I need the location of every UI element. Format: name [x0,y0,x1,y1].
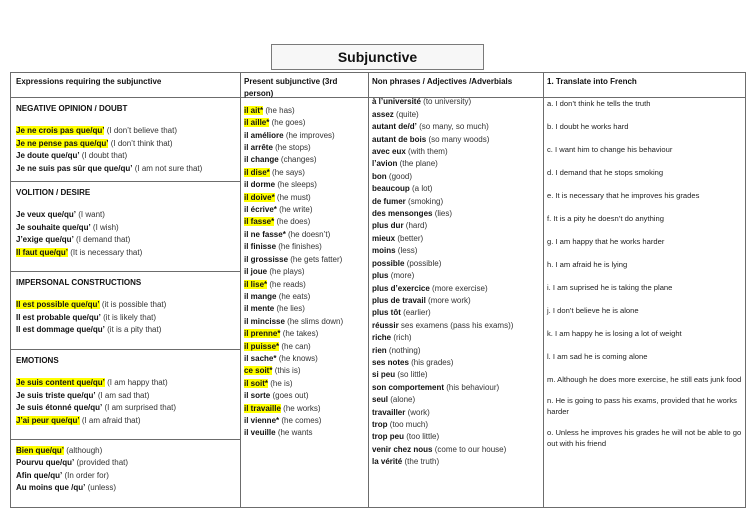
vocab-french: plus d’exercice [372,283,430,293]
vocab-english: (his behaviour) [446,382,500,392]
vocab-english: (more work) [428,295,471,305]
verb-french: il veuille [244,428,276,438]
verb-row [244,167,367,179]
verb-row [244,279,367,291]
section-divider [11,271,240,272]
expression-row [16,125,242,137]
vocab-row [372,369,540,381]
verb-english: (goes out) [272,391,309,401]
vocab-english: (quite) [396,109,419,119]
expression-english: (it is likely that) [103,312,157,322]
expression-row [16,415,242,427]
expression-french: Bien que/qu’ [16,446,64,455]
expression-row [16,324,242,336]
verb-french: il mente [244,304,275,314]
vocab-english: (good) [388,171,413,181]
vocab-english: (smoking) [408,196,444,206]
verb-english: (he is) [270,378,293,388]
spacer [16,367,242,377]
expression-french: Afin que/qu’ [16,470,63,480]
vocab-row [372,258,540,270]
vocab-row [372,208,540,220]
section-heading: IMPERSONAL CONSTRUCTIONS [16,278,142,287]
vocab-french: plus [372,271,389,281]
expression-english: (I am surprised that) [104,403,177,413]
vocab-french: ses notes [372,357,409,367]
verb-french: il mange [244,291,277,301]
vocab-french: réussir [372,320,399,330]
vocab-english: (hard) [405,221,428,231]
verb-row [244,117,367,129]
vocab-row [372,158,540,170]
verb-row [244,328,367,340]
vocab-english: (the plane) [399,159,438,169]
expression-french: Pourvu que/qu’ [16,458,75,468]
vocab-french: travailler [372,407,406,417]
present-subjunctive-column [244,76,367,440]
expression-english: (although) [66,446,103,455]
expression-english: (I demand that) [76,235,131,245]
expression-row [16,390,242,402]
vocab-french: plus de travail [372,295,426,305]
verb-row [244,415,367,427]
expression-group [16,445,242,495]
expression-row [16,312,242,324]
expression-french: Je souhaite que/qu’ [16,222,91,232]
section-divider [11,439,240,440]
column-divider [543,73,544,507]
vocab-english: (so many, so much) [419,122,489,132]
verb-english: (he improves) [285,130,335,140]
verb-french: il dorme [244,180,276,190]
vocab-english: (so many woods) [428,134,490,144]
vocab-french: trop peu [372,432,404,442]
vocab-french: trop [372,419,388,429]
verb-english: (he works) [283,403,321,413]
vocab-row [372,382,540,394]
verb-french: il dise* [244,167,270,177]
expression-english: (I am happy that) [107,378,168,388]
vocab-english: (too much) [389,419,429,429]
verb-french: il ne fasse* [244,229,286,239]
verb-row [244,229,367,241]
expression-group [16,355,242,427]
expression-french: J’ai peur que/qu’ [16,415,80,425]
vocab-row [372,134,540,146]
expression-french: Je suis étonné que/qu’ [16,403,103,413]
verb-row [244,179,367,191]
translation-item: g. I am happy that he works harder [547,237,665,247]
translation-item: b. I doubt he works hard [547,122,629,132]
expression-english: (I wish) [92,222,119,232]
vocab-french: si peu [372,370,396,380]
vocab-row [372,394,540,406]
verb-list [244,105,367,440]
verb-french: il arrête [244,143,273,153]
verb-english: (he gets fatter) [290,254,343,264]
verb-french: il lise* [244,279,268,289]
section-divider [11,181,240,182]
verb-row [244,390,367,402]
verb-english: (he goes) [271,118,306,128]
expression-row [16,457,242,469]
verb-english: (he eats) [278,291,311,301]
vocab-english: (lies) [434,209,453,219]
expression-french: Je ne crois pas que/qu’ [16,126,105,136]
vocab-row [372,320,540,332]
expression-french: Je suis content que/qu’ [16,378,105,388]
section-heading: NEGATIVE OPINION / DOUBT [16,104,128,113]
expression-english: (provided that) [76,458,129,468]
translation-item: j. I don’t believe he is alone [547,306,639,316]
spacer [16,289,242,299]
vocab-english: (nothing) [388,345,421,355]
verb-english: (he does) [276,217,311,227]
expression-group [16,277,242,337]
verb-row [244,204,367,216]
vocab-french: seul [372,395,389,405]
vocabulary-column [372,76,540,469]
verb-row [244,365,367,377]
expression-english: (unless) [87,483,117,493]
vocab-french: son comportement [372,382,445,392]
verb-row [244,303,367,315]
verb-english: (changes) [280,155,317,165]
verb-english: (he has) [265,105,295,115]
section-heading: EMOTIONS [16,356,59,365]
expression-row [16,299,242,311]
section-divider [11,349,240,350]
vocab-row [372,345,540,357]
verb-row [244,254,367,266]
expression-row [16,247,242,259]
verb-french: il aille* [244,118,270,128]
vocab-french: plus dur [372,221,404,231]
expression-row [16,377,242,389]
expression-english: (In order for) [64,470,109,480]
vocab-english: (work) [407,407,430,417]
vocab-english: (the truth) [404,457,440,467]
vocab-french: riche [372,333,392,343]
verb-row [244,216,367,228]
verb-english: (he write) [279,205,313,215]
vocab-row [372,456,540,468]
vocab-french: beaucoup [372,184,410,194]
vocab-english: ses examens (pass his exams)) [400,320,514,330]
column-divider [368,73,369,507]
verb-row [244,154,367,166]
expression-row [16,402,242,414]
column-header-present-subjunctive: Present subjunctive (3rd person) [244,77,338,99]
vocab-french: assez [372,109,394,119]
expression-english: (It is necessary that) [70,247,143,257]
verb-english: (he sleeps) [277,180,317,190]
vocab-french: plus tôt [372,308,401,318]
vocab-row [372,283,540,295]
vocab-row [372,220,540,232]
expression-english: (I am sad that) [97,390,150,400]
expression-row [16,470,242,482]
expression-row [16,445,242,457]
expression-english: (I don’t think that) [110,138,173,148]
translation-item: h. I am afraid he is lying [547,260,628,270]
vocab-row [372,196,540,208]
verb-row [244,291,367,303]
vocab-english: (to university) [423,97,472,107]
expression-row [16,234,242,246]
verb-english: (he must) [276,192,311,202]
verb-french: il sorte [244,391,271,401]
translation-item: i. I am suprised he is taking the plane [547,283,673,293]
vocab-row [372,96,540,108]
section-heading: VOLITION / DESIRE [16,188,91,197]
expression-row [16,209,242,221]
vocab-row [372,109,540,121]
expression-french: Il est probable que/qu’ [16,312,101,322]
vocab-english: (better) [397,233,424,243]
verb-english: (he can) [281,341,311,351]
verb-row [244,341,367,353]
vocab-french: possible [372,258,405,268]
vocab-row [372,245,540,257]
vocab-english: (earlier) [403,308,431,318]
verb-english: (he knows) [278,353,318,363]
vocab-row [372,307,540,319]
verb-row [244,105,367,117]
expression-french: Je ne suis pas sûr que que/qu’ [16,163,133,173]
expression-french: Il est possible que/qu’ [16,300,100,310]
vocab-english: (more) [390,271,415,281]
translation-item: k. I am happy he is losing a lot of weight [547,329,682,339]
expression-group [16,187,242,259]
vocab-row [372,233,540,245]
expression-english: (I doubt that) [81,151,128,161]
vocab-row [372,444,540,456]
translation-item: f. It is a pity he doesn’t do anything [547,214,664,224]
translation-item: l. I am sad he is coming alone [547,352,648,362]
verb-english: (he stops) [275,143,311,153]
verb-english: (he finishes) [278,242,322,252]
verb-english: (he plays) [269,267,305,277]
expression-french: J’exige que/qu’ [16,235,74,245]
verb-french: il fasse* [244,217,275,227]
verb-row [244,192,367,204]
vocab-english: (rich) [393,333,412,343]
verb-french: il travaille [244,403,281,413]
expression-row [16,138,242,150]
verb-english: (he comes) [281,415,322,425]
spacer [16,115,242,125]
verb-english: (he says) [272,167,305,177]
spacer [16,199,242,209]
verb-row [244,130,367,142]
column-header-translate: 1. Translate into French [547,77,637,86]
vocab-french: la vérité [372,457,403,467]
vocab-row [372,146,540,158]
vocab-row [372,295,540,307]
column-header-expressions: Expressions requiring the subjunctive [16,77,162,86]
vocab-english: (with them) [408,147,448,157]
vocab-english: (possible) [406,258,442,268]
verb-french: il écrive* [244,205,277,215]
verb-english: (he wants [277,428,313,438]
verb-french: il joue [244,267,268,277]
page-title: Subjunctive [271,44,484,70]
verb-row [244,266,367,278]
vocab-row [372,419,540,431]
vocab-english: (a lot) [412,184,433,194]
verb-french: il soit* [244,378,269,388]
expression-english: (it is possible that) [101,300,167,310]
verb-row [244,353,367,365]
subjunctive-table [10,72,746,508]
translation-list [547,98,743,449]
translation-item: m. Although he does more exercise, he still eats junk food [547,375,742,385]
vocab-french: avec eux [372,147,406,157]
expression-french: Au moins que /qu’ [16,483,86,493]
verb-french: il prenne* [244,329,281,339]
vocab-list [372,96,540,468]
vocab-french: rien [372,345,387,355]
vocab-row [372,121,540,133]
verb-french: il ait* [244,105,264,115]
verb-english: (he reads) [269,279,306,289]
vocab-french: mieux [372,233,396,243]
vocab-french: moins [372,246,396,256]
expression-french: Je ne pense pas que/qu’ [16,138,109,148]
vocab-french: autant de bois [372,134,427,144]
verb-french: il grossisse [244,254,289,264]
verb-french: il finisse [244,242,277,252]
vocab-row [372,270,540,282]
vocab-english: (more exercise) [432,283,488,293]
expression-english: (I am not sure that) [134,163,203,173]
verb-row [244,427,367,439]
expression-english: (I am afraid that) [81,415,141,425]
vocab-english: (so little) [397,370,428,380]
vocab-english: (come to our house) [434,444,507,454]
expression-english: (I don’t believe that) [106,126,177,136]
verb-french: il sache* [244,353,277,363]
vocab-row [372,357,540,369]
verb-french: il vienne* [244,415,280,425]
translation-item: o. Unless he improves his grades he will not be able to go out with his friend [547,428,742,449]
expression-row [16,150,242,162]
expression-french: Il faut que/qu’ [16,247,68,257]
expression-row [16,222,242,234]
verb-english: (he takes) [282,329,319,339]
translation-item: a. I don’t think he tells the truth [547,99,651,109]
verb-row [244,241,367,253]
expression-french: Je suis triste que/qu’ [16,390,96,400]
expression-french: Il est dommage que/qu’ [16,325,105,335]
verb-french: il mincisse [244,316,285,326]
vocab-row [372,407,540,419]
expression-row [16,482,242,494]
verb-english: (he lies) [276,304,305,314]
vocab-french: venir chez nous [372,444,433,454]
expression-french: Je doute que/qu’ [16,151,80,161]
vocab-french: à l’université [372,97,421,107]
verb-row [244,142,367,154]
translation-item: c. I want him to change his behaviour [547,145,673,155]
vocab-french: autant de/d’ [372,122,417,132]
vocab-english: (his grades) [411,357,454,367]
expression-french: Je veux que/qu’ [16,210,77,220]
expressions-column [16,76,242,493]
vocab-english: (less) [397,246,418,256]
verb-english: (he slims down) [287,316,344,326]
vocab-row [372,431,540,443]
vocab-english: (alone) [390,395,416,405]
verb-french: il doive* [244,192,275,202]
expression-english: (it is a pity that) [107,325,162,335]
verb-english: (this is) [274,366,301,376]
vocab-row [372,332,540,344]
vocab-row [372,183,540,195]
vocab-row [372,171,540,183]
expression-row [16,163,242,175]
translation-column [547,76,743,459]
vocab-french: de fumer [372,196,406,206]
vocab-french: bon [372,171,387,181]
verb-french: il change [244,155,279,165]
verb-english: (he doesn’t) [288,229,331,239]
vocab-french: l’avion [372,159,398,169]
expression-group [16,103,242,175]
verb-french: il améliore [244,130,284,140]
column-header-vocabulary: Non phrases / Adjectives /Adverbials [372,77,513,86]
expression-english: (I want) [78,210,105,220]
verb-row [244,403,367,415]
verb-french: ce soit* [244,366,273,376]
vocab-french: des mensonges [372,209,433,219]
verb-row [244,378,367,390]
translation-item: d. I demand that he stops smoking [547,168,664,178]
translation-item: n. He is going to pass his exams, provided that he works harder [547,396,737,417]
vocab-english: (too little) [406,432,440,442]
verb-row [244,316,367,328]
verb-french: il puisse* [244,341,280,351]
translation-item: e. It is necessary that he improves his grades [547,191,700,201]
